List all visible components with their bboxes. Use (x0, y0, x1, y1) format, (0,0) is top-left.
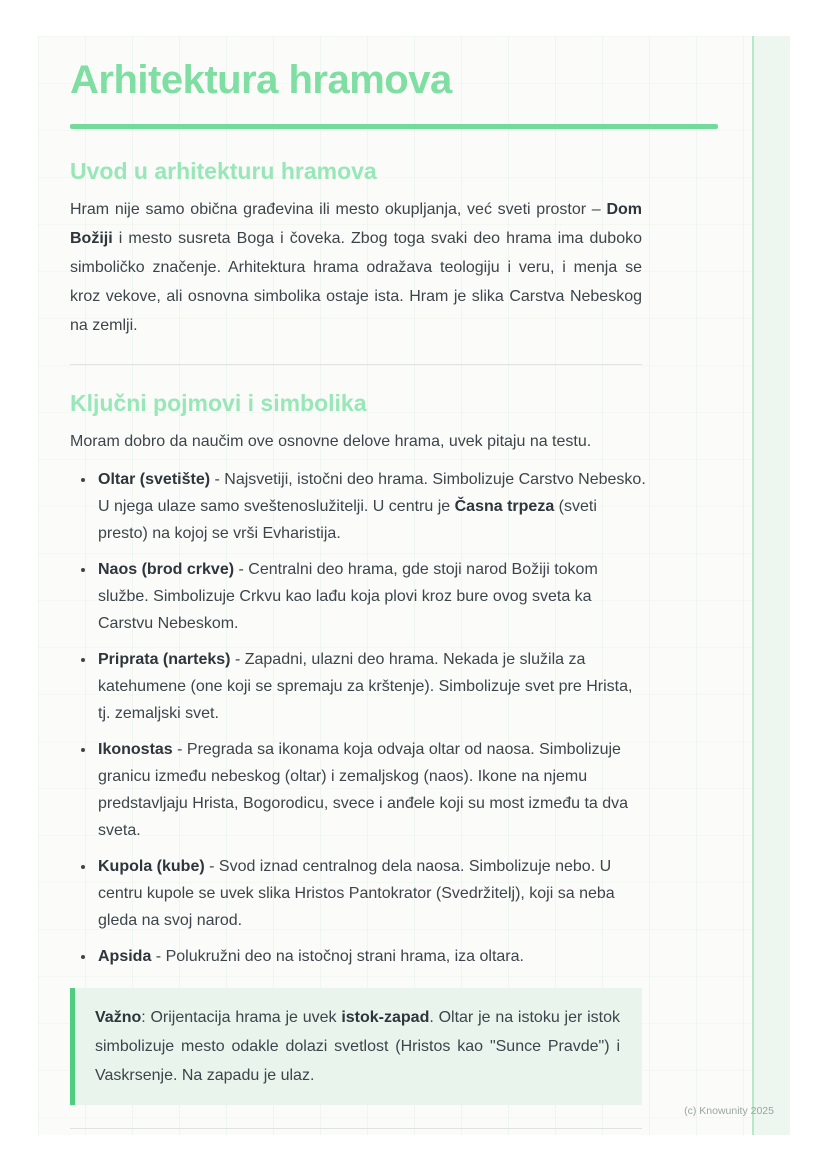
list-item: • Oltar (svetište) - Najsvetiji, istočni deo hrama. Simbolizuje Carstvo Nebesko. U njega ulaze samo sveštenoslužitelji. U centru je Časna trpeza (sveti presto) na kojoj se vrši Evharistija. (96, 466, 648, 547)
document-content (38, 36, 646, 1105)
page-title: Arhitektura hramova (70, 58, 452, 102)
bottom-divider (70, 1128, 642, 1129)
title-underline-rule (70, 124, 718, 129)
list-item: • Ikonostas - Pregrada sa ikonama koja odvaja oltar od naosa. Simbolizuje granicu između nebeskog (oltar) i zemaljskog (naos). Ikone na njemu predstavljaju Hrista, Bogorodicu, svece i anđele koji su most između ta dva sveta. (96, 736, 648, 844)
section-divider (70, 364, 642, 365)
list-item: • Priprata (narteks) - Zapadni, ulazni deo hrama. Nekada je služila za katehumene (one koji se spremaju za krštenje). Simbolizuje svet pre Hrista, tj. zemaljski svet. (96, 646, 648, 727)
important-callout: Važno: Orijentacija hrama je uvek istok-zapad. Oltar je na istoku jer istok simbolizuje mesto odakle dolazi svetlost (Hristos kao "Sunce Pravde") i Vaskrsenje. Na zapadu je ulaz. (70, 988, 642, 1105)
list-item: • Apsida - Polukružni deo na istočnoj strani hrama, iza oltara. (96, 943, 648, 970)
list-item: • Kupola (kube) - Svod iznad centralnog dela naosa. Simbolizuje nebo. U centru kupole se uvek slika Hristos Pantokrator (Svedržitelj), koji sa neba gleda na svoj narod. (96, 853, 648, 934)
page-card (38, 36, 790, 1135)
intro-paragraph: Hram nije samo obična građevina ili mesto okupljanja, već sveti prostor – Dom Božiji i mesto susreta Boga i čoveka. Zbog toga svaki deo hrama ima duboko simboličko značenje. Arhitektura hrama odražava teologiju i veru, i menja se kroz vekove, ali osnovna simbolika ostaje ista. Hram je slika Carstva Nebeskog na zemlji. (70, 201, 642, 334)
section-heading-key-concepts: Ključni pojmovi i simbolika (70, 390, 367, 416)
list-item: • Naos (brod crkve) - Centralni deo hrama, gde stoji narod Božiji tokom službe. Simbolizuje Crkvu kao lađu koja plovi kroz bure ovog sveta ka Carstvu Nebeskom. (96, 556, 648, 637)
notebook-margin-strip (752, 36, 790, 1135)
key-concepts-intro: Moram dobro da naučim ove osnovne delove hrama, uvek pitaju na testu. (70, 433, 592, 450)
section-heading-intro: Uvod u arhitekturu hramova (70, 158, 377, 184)
footer-credit: (c) Knowunity 2025 (684, 1105, 774, 1117)
key-concepts-list (70, 466, 648, 970)
